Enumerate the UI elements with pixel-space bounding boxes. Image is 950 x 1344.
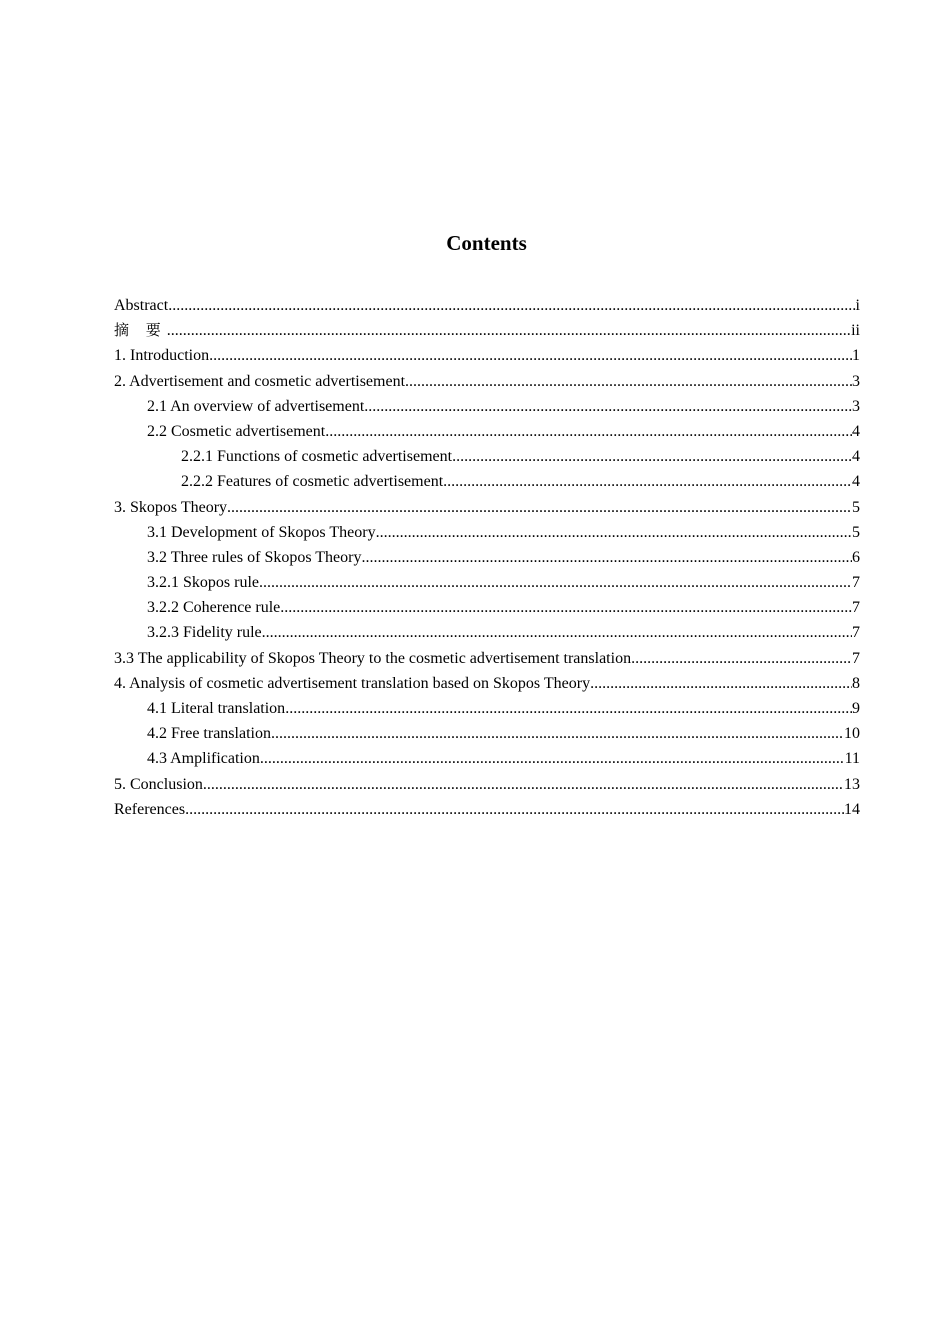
toc-dot-leader xyxy=(262,620,852,645)
toc-dot-leader xyxy=(405,369,852,394)
toc-page-number: 11 xyxy=(844,750,860,768)
toc-dot-leader xyxy=(364,394,852,419)
toc-entry-label: 3.3 The applicability of Skopos Theory to the cosmetic advertisement translation xyxy=(114,649,632,667)
toc-page-number: 1 xyxy=(852,347,860,365)
toc-page-number: 5 xyxy=(852,498,860,516)
toc-entry-label: Abstract xyxy=(114,297,169,314)
toc-entry-label: 4.3 Amplification xyxy=(147,750,260,768)
toc-page-number: 14 xyxy=(844,800,860,818)
toc-entry-label: 3.2.2 Coherence rule xyxy=(147,599,281,617)
toc-dot-leader xyxy=(260,746,845,771)
toc-entry-label: 3.2.3 Fidelity rule xyxy=(147,624,262,642)
toc-page-number: 4 xyxy=(852,422,860,440)
toc-entry-label: 2. Advertisement and cosmetic advertisement xyxy=(114,372,406,390)
toc-page-number: 8 xyxy=(852,674,860,692)
toc-dot-leader xyxy=(376,520,852,545)
toc-dot-leader xyxy=(271,721,844,746)
toc-entry-label: 2.2.1 Functions of cosmetic advertisement xyxy=(181,448,453,466)
toc-entry-label: 5. Conclusion xyxy=(114,775,203,793)
toc-entry-label: 摘 要 xyxy=(114,321,167,340)
toc-dot-leader xyxy=(452,444,852,469)
toc-page-number: 3 xyxy=(852,397,860,415)
toc-entry-section-2-2[interactable] xyxy=(114,419,860,444)
toc-entry-abstract[interactable] xyxy=(114,293,860,318)
toc-dot-leader xyxy=(167,318,851,343)
toc-entry-section-4-1[interactable] xyxy=(114,696,860,721)
toc-page-number: 10 xyxy=(844,725,860,743)
toc-dot-leader xyxy=(185,797,844,822)
toc-entry-section-2-2-1[interactable] xyxy=(114,444,860,469)
toc-page-number: 9 xyxy=(852,700,860,717)
toc-dot-leader xyxy=(209,343,852,368)
toc-page-number: 13 xyxy=(844,775,860,793)
toc-entry-introduction[interactable] xyxy=(114,343,860,368)
toc-entry-references[interactable] xyxy=(114,797,860,822)
toc-entry-chapter-3[interactable] xyxy=(114,495,860,520)
toc-entry-section-4-3[interactable] xyxy=(114,746,860,771)
toc-entry-section-3-2[interactable] xyxy=(114,545,860,570)
toc-entry-label: 2.2 Cosmetic advertisement xyxy=(147,422,326,440)
toc-entry-section-2-1[interactable] xyxy=(114,394,860,419)
toc-entry-section-4-2[interactable] xyxy=(114,721,860,746)
toc-page-number: 7 xyxy=(852,649,860,667)
toc-entry-chapter-4[interactable] xyxy=(114,671,860,696)
toc-dot-leader xyxy=(280,595,852,620)
toc-entry-label: 4.2 Free translation xyxy=(147,725,271,743)
toc-page-number: 3 xyxy=(852,372,860,390)
toc-dot-leader xyxy=(259,570,852,595)
toc-page-number: ii xyxy=(851,322,860,340)
toc-entry-section-3-2-2[interactable] xyxy=(114,595,860,620)
toc-entry-chinese-abstract[interactable] xyxy=(114,318,860,343)
toc-page-number: 7 xyxy=(852,574,860,592)
table-of-contents xyxy=(114,293,860,822)
toc-entry-section-2-2-2[interactable] xyxy=(114,469,860,494)
toc-entry-label: 2.2.2 Features of cosmetic advertisement xyxy=(181,473,444,491)
toc-dot-leader xyxy=(631,646,852,671)
toc-entry-label: References xyxy=(114,800,186,818)
toc-dot-leader xyxy=(361,545,852,570)
toc-dot-leader xyxy=(227,495,852,520)
toc-page-number: i xyxy=(855,297,860,314)
toc-page-number: 5 xyxy=(852,523,860,541)
toc-dot-leader xyxy=(443,469,852,494)
toc-entry-label: 2.1 An overview of advertisement xyxy=(147,397,365,415)
toc-entry-label: 3.2 Three rules of Skopos Theory xyxy=(147,548,362,566)
toc-dot-leader xyxy=(590,671,852,696)
toc-entry-section-3-2-3[interactable] xyxy=(114,620,860,645)
toc-entry-conclusion[interactable] xyxy=(114,772,860,797)
toc-dot-leader xyxy=(203,772,844,797)
toc-page-number: 7 xyxy=(852,624,860,642)
toc-dot-leader xyxy=(325,419,852,444)
toc-entry-label: 4.1 Literal translation xyxy=(147,700,286,717)
page-title: Contents xyxy=(446,231,527,255)
toc-entry-label: 3.1 Development of Skopos Theory xyxy=(147,523,376,541)
toc-page-number: 7 xyxy=(852,599,860,617)
toc-page-number: 6 xyxy=(852,548,860,566)
toc-entry-section-3-3[interactable] xyxy=(114,646,860,671)
toc-page-number: 4 xyxy=(852,473,860,491)
toc-entry-label: 1. Introduction xyxy=(114,347,210,365)
toc-entry-label: 3. Skopos Theory xyxy=(114,498,228,516)
toc-page-number: 4 xyxy=(852,448,860,466)
toc-entry-label: 4. Analysis of cosmetic advertisement translation based on Skopos Theory xyxy=(114,674,591,692)
toc-entry-label: 3.2.1 Skopos rule xyxy=(147,574,259,592)
toc-entry-section-3-2-1[interactable] xyxy=(114,570,860,595)
toc-entry-chapter-2[interactable] xyxy=(114,369,860,394)
toc-dot-leader xyxy=(285,696,852,721)
toc-dot-leader xyxy=(168,293,855,318)
toc-entry-section-3-1[interactable] xyxy=(114,520,860,545)
